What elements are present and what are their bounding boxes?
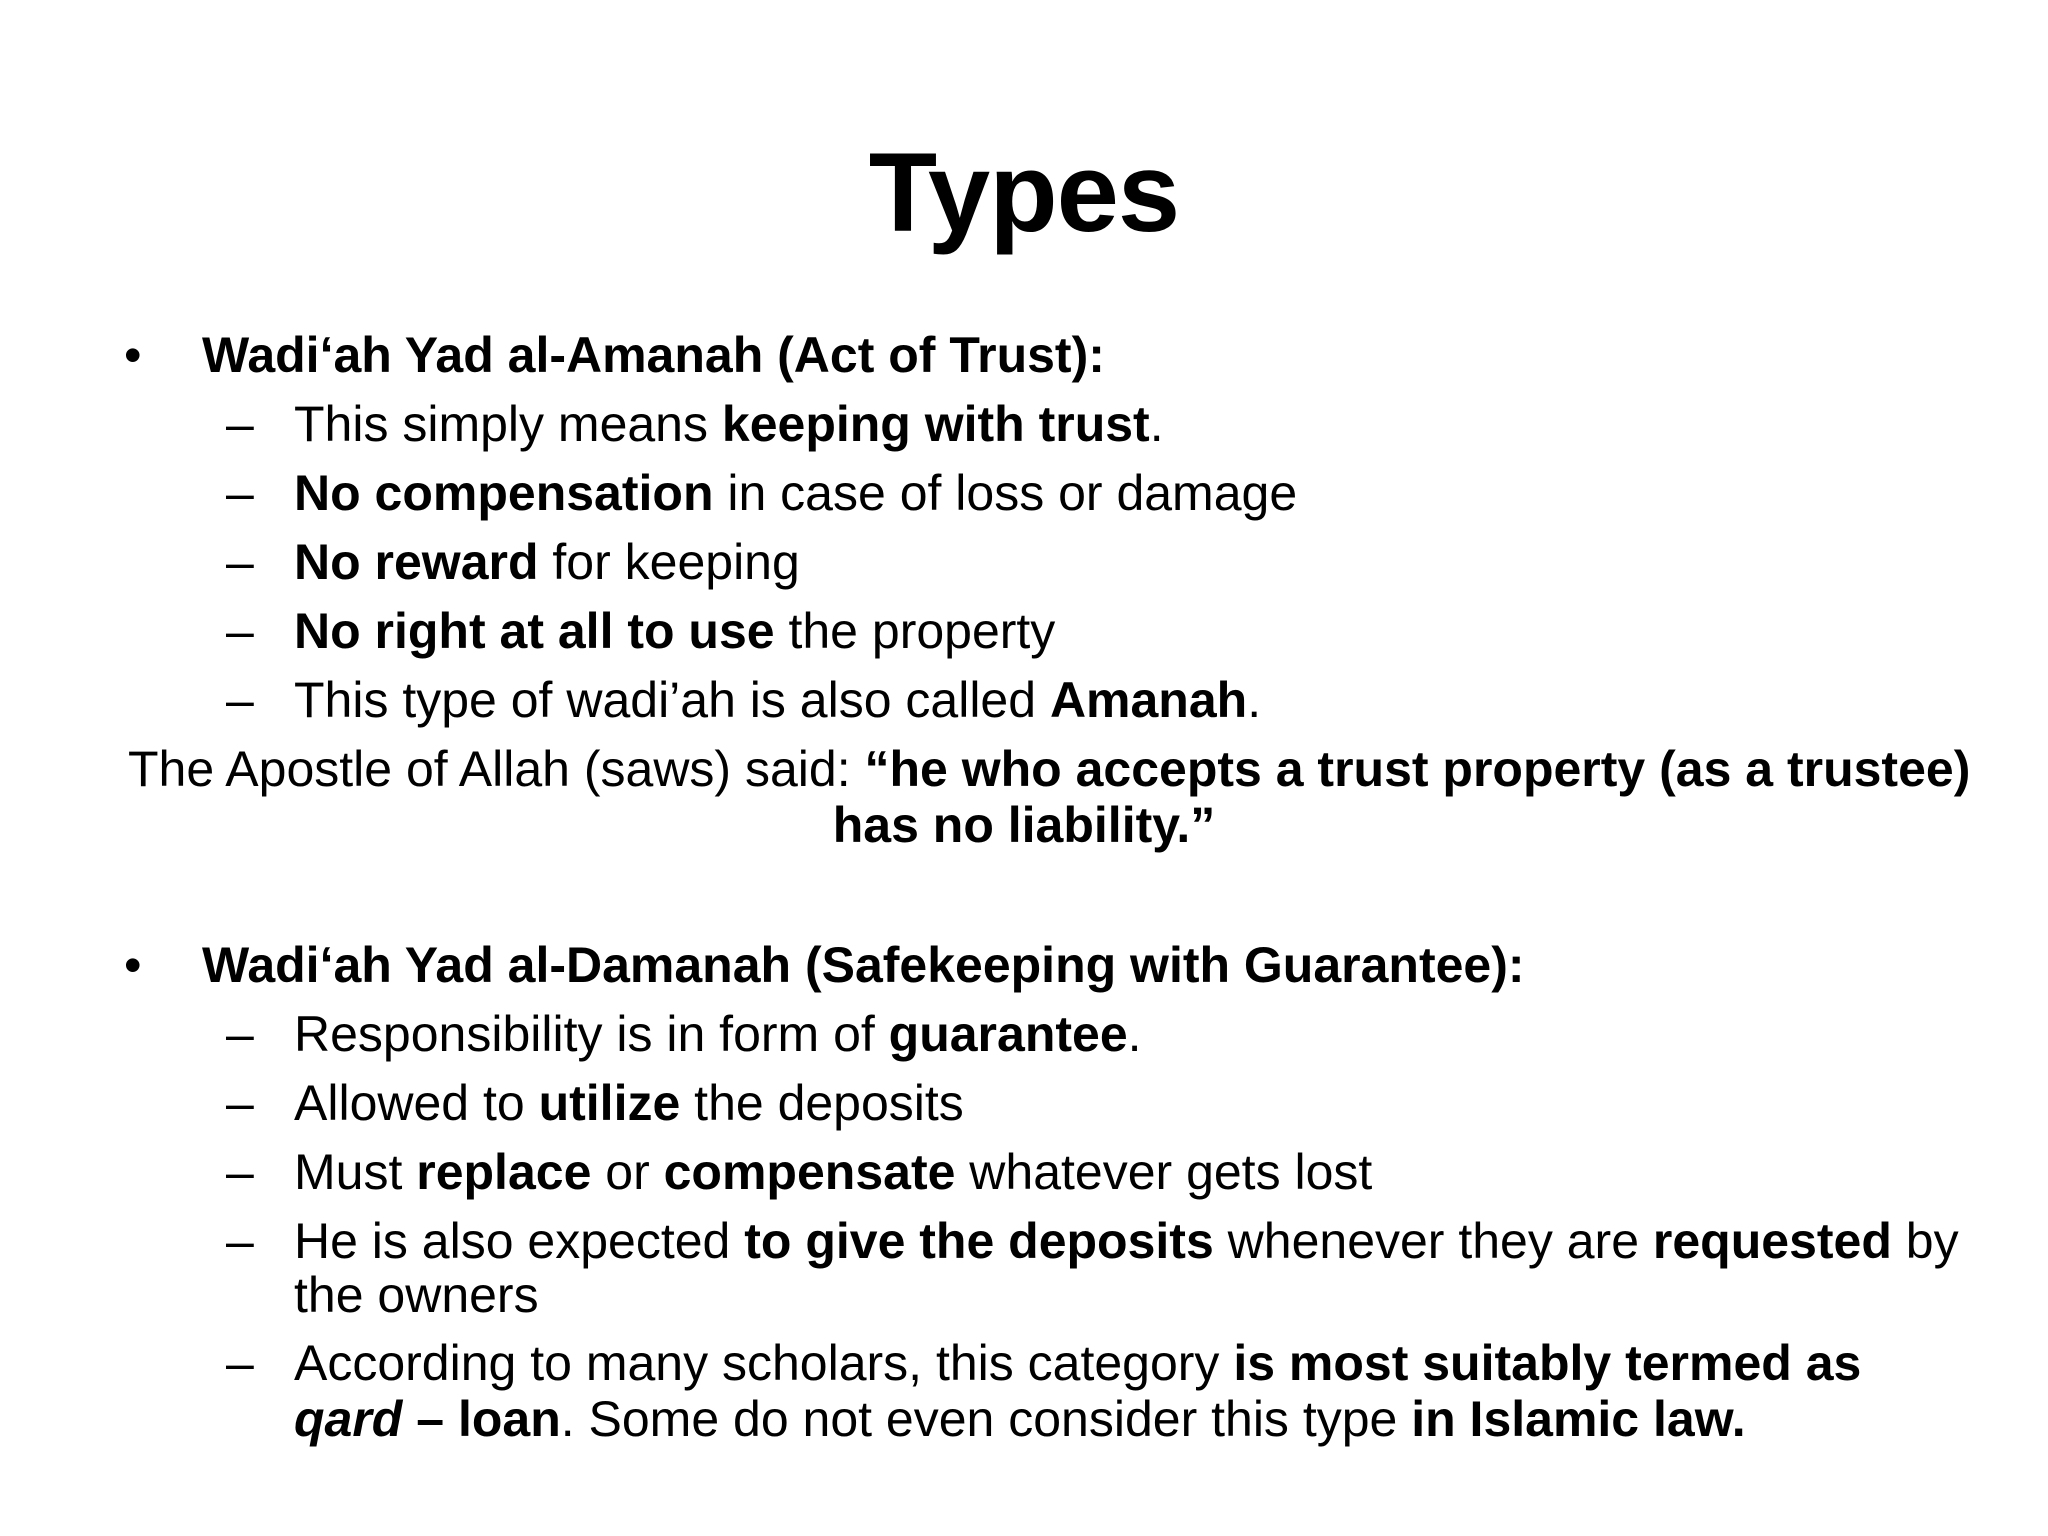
item-bold: is most suitably termed as (1233, 1335, 1862, 1391)
dash-marker: – (226, 465, 254, 521)
section2-item-3 (294, 1143, 1372, 1201)
item-text: or (591, 1144, 664, 1200)
section2-item-5-cont (294, 1390, 1746, 1448)
dash-marker: – (226, 1144, 254, 1200)
item-bold: guarantee (888, 1006, 1128, 1062)
dash-marker: – (226, 396, 254, 452)
item-bold (294, 1391, 561, 1447)
section1-item-2 (294, 464, 1297, 522)
slide-title: Types (868, 130, 1180, 255)
section2-heading (202, 936, 1525, 994)
section1-heading-text: Wadi‘ah Yad al-Amanah (Act of Trust): (202, 327, 1105, 383)
quote-intro: The Apostle of Allah (saws) said: (128, 741, 865, 797)
dash-marker: – (226, 1075, 254, 1131)
section2-item-4 (294, 1212, 1959, 1270)
item-text: This type of wadi’ah is also called (294, 672, 1050, 728)
item-bold: utilize (538, 1075, 681, 1131)
quote-bold: has no liability.” (832, 797, 1216, 853)
item-bold-text: – loan (402, 1391, 561, 1447)
dash-marker: – (226, 1006, 254, 1062)
section1-item-4 (294, 602, 1055, 660)
section2-item-1 (294, 1005, 1142, 1063)
quote-line-2 (0, 796, 2048, 854)
item-text: . (1127, 1006, 1142, 1062)
item-bold: Amanah (1049, 672, 1248, 728)
item-text: the deposits (680, 1075, 964, 1131)
item-bold: replace (416, 1144, 592, 1200)
item-text: for keeping (538, 534, 800, 590)
item-text: . (1247, 672, 1262, 728)
item-text: Allowed to (294, 1075, 539, 1131)
dash-marker: – (226, 534, 254, 590)
item-text: whatever gets lost (955, 1144, 1373, 1200)
section2-item-4-cont: the owners (294, 1267, 539, 1323)
bullet-marker: • (124, 937, 142, 993)
item-text: whenever they are (1213, 1213, 1653, 1269)
item-bold: No right at all to use (294, 603, 775, 659)
item-text: . (1149, 396, 1164, 452)
item-bold: keeping with trust (721, 396, 1150, 452)
dash-marker: – (226, 1213, 254, 1269)
item-text: According to many scholars, this category (294, 1335, 1234, 1391)
item-text: Must (294, 1144, 417, 1200)
item-text: the property (774, 603, 1056, 659)
item-bold: No reward (294, 534, 539, 590)
item-text: This simply means (294, 396, 722, 452)
item-text: He is also expected (294, 1213, 745, 1269)
section2-item-5 (294, 1334, 1861, 1392)
section1-item-3 (294, 533, 800, 591)
section1-heading (202, 326, 1105, 384)
item-bold: No compensation (294, 465, 714, 521)
item-text: . Some do not even consider this type (560, 1391, 1412, 1447)
item-italic: qard (294, 1391, 403, 1447)
item-bold: compensate (663, 1144, 956, 1200)
quote-bold: “he who accepts a trust property (as a trustee) (864, 741, 1971, 797)
dash-marker: – (226, 1335, 254, 1391)
item-text: by (1891, 1213, 1959, 1269)
bullet-marker: • (124, 327, 142, 383)
item-bold: in Islamic law. (1411, 1391, 1746, 1447)
quote-line-1 (128, 740, 1970, 798)
section1-item-5 (294, 671, 1261, 729)
item-text: in case of loss or damage (713, 465, 1298, 521)
item-text: Responsibility is in form of (294, 1006, 889, 1062)
section1-item-1 (294, 395, 1164, 453)
dash-marker: – (226, 603, 254, 659)
item-bold: to give the deposits (744, 1213, 1214, 1269)
section2-item-2 (294, 1074, 964, 1132)
section2-heading-text: Wadi‘ah Yad al-Damanah (Safekeeping with Guarantee): (202, 937, 1525, 993)
item-bold: requested (1652, 1213, 1892, 1269)
dash-marker: – (226, 672, 254, 728)
